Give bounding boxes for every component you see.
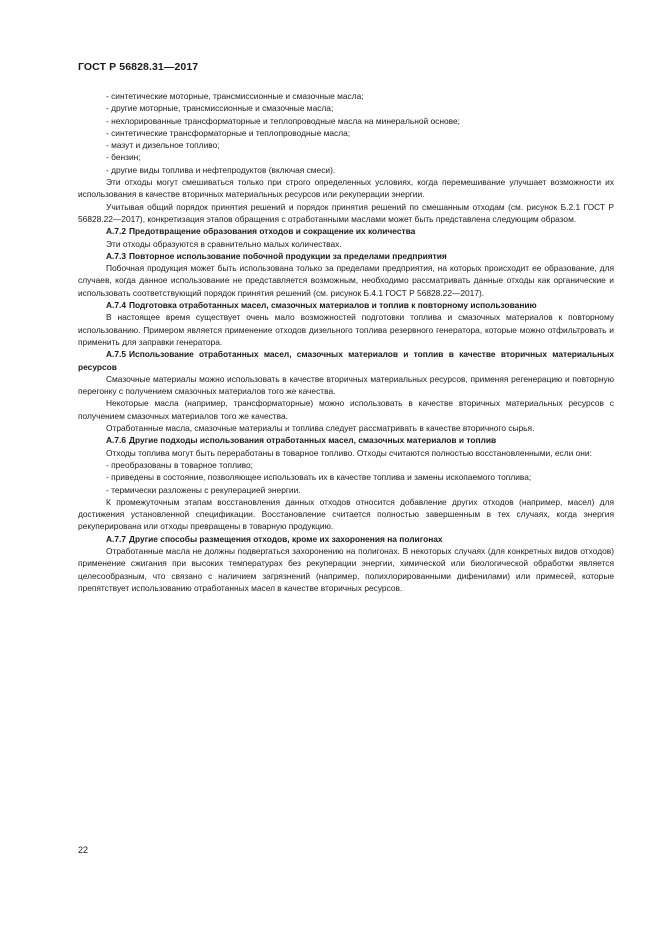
paragraph: Отработанные масла не должны подвергаться захоронению на полигонах. В некоторых случаях (для конкретных видов отходов) применение сжигания при высоких температурах без рекуперации энергии, химической или биологической обработки является целесообразным, что связано с наличием загрязнений (например, полихлорированными дифенилами) или примесей, которые препятствует использованию отработанных масел в качестве вторичных ресурсов.: [78, 545, 614, 593]
list-item: - другие моторные, трансмиссионные и смазочные масла;: [106, 103, 334, 114]
section-title: Подготовка отработанных масел, смазочных материалов и топлив к повторному использованию: [129, 300, 537, 311]
section-title: Другие подходы использования отработанных масел, смазочных материалов и топлив: [129, 435, 497, 446]
section-title: Повторное использование побочной продукции за пределами предприятия: [129, 250, 447, 261]
page-number: 22: [78, 845, 89, 855]
section-heading-a76: [78, 434, 614, 446]
section-number: А.7.7: [106, 533, 127, 544]
section-title: Другие способы размещения отходов, кроме их захоронения на полигонах: [129, 533, 443, 544]
list-item: - бензин;: [106, 152, 141, 163]
paragraph: Некоторые масла (например, трансформаторные) можно использовать в качестве вторичных материальных ресурсов с получением смазочных материалов того же качества.: [78, 398, 614, 421]
section-heading-a72: [78, 225, 614, 237]
list-item: - синтетические моторные, трансмиссионные и смазочные масла;: [106, 91, 364, 101]
paragraph-mixing: Эти отходы могут смешиваться только при строго определенных условиях, когда перемешивание улучшает возможности их использования в качестве вторичных материальных ресурсов или рекуперации энергии.: [78, 177, 614, 200]
paragraph: Смазочные материалы можно использовать в качестве вторичных материальных ресурсов, применяя регенерацию и повторную перегонку с получением смазочных материалов того же качества.: [78, 373, 614, 397]
list-item: - синтетические трансформаторные и теплопроводные масла;: [106, 127, 351, 138]
paragraph: Эти отходы образуются в сравнительно малых количествах.: [106, 238, 342, 249]
section-number: А.7.5: [106, 349, 127, 360]
list-item: - другие виды топлива и нефтепродуктов (включая смеси).: [106, 164, 336, 175]
section-heading-a73: [78, 250, 614, 262]
paragraph: В настоящее время существует очень мало возможностей подготовки топлива и смазочных материалов к повторному использованию. Примером является применение отходов дизельного топлива резервного генератора, которые можно отфильтровать и применить для заправки генератора.: [78, 312, 614, 347]
paragraph: К промежуточным этапам восстановления данных отходов относится добавление других отходов (например, масел) для достижения установленной спецификации. Восстановление считается полностью завершенным в тех случаях, когда энергия рекуперирована или отходы превращены в товарную продукцию.: [78, 496, 614, 532]
section-number: А.7.6: [106, 435, 127, 446]
list-item: - мазут и дизельное топливо;: [106, 140, 220, 151]
section-heading-a75: [78, 348, 614, 373]
section-heading-a77: [78, 533, 614, 545]
paragraph: Отходы топлива могут быть переработаны в товарное топливо. Отходы считаются полностью восстановленными, если они:: [106, 447, 592, 458]
section-heading-a74: [78, 299, 614, 311]
document-header: ГОСТ Р 56828.31—2017: [78, 61, 199, 73]
list-item: - приведены в состояние, позволяющее использовать их в качестве топлива и замены ископаемого топлива;: [106, 472, 532, 483]
section-number: А.7.3: [106, 250, 127, 261]
list-item: - преобразованы в товарное топливо;: [106, 459, 253, 470]
section-number: А.7.2: [106, 226, 127, 237]
paragraph-general-order: Учитывая общий порядок принятия решений и порядок принятия решений по смешанным отходам (см. рисунок Б.2.1 ГОСТ Р 56828.22—2017), конкретизация этапов обращения с отработанными маслами может быть представлена следующим образом.: [78, 201, 614, 224]
section-number: А.7.4: [106, 300, 127, 311]
section-title: Предотвращение образования отходов и сокращение их количества: [129, 226, 416, 237]
list-item: - термически разложены с рекуперацией энергии.: [106, 484, 301, 495]
paragraph: Побочная продукция может быть использована только за пределами предприятия, на которых происходит ее образование, для случаев, когда данное использование не представляется возможным, необходимо рассматривать данные отходы как органические и использовать соответствующий порядок принятия решений (см. рисунок Б.4.1 ГОСТ Р 56828.22—2017).: [78, 263, 614, 298]
document-body: [78, 90, 614, 594]
section-title: Использование отработанных масел, смазочных материалов и топлив в качестве вторичных материальных ресурсов: [78, 349, 614, 372]
list-item: - нехлорированные трансформаторные и теплопроводные масла на минеральной основе;: [106, 115, 460, 126]
paragraph: Отработанные масла, смазочные материалы и топлива следует рассматривать в качестве вторичного сырья.: [106, 423, 535, 434]
